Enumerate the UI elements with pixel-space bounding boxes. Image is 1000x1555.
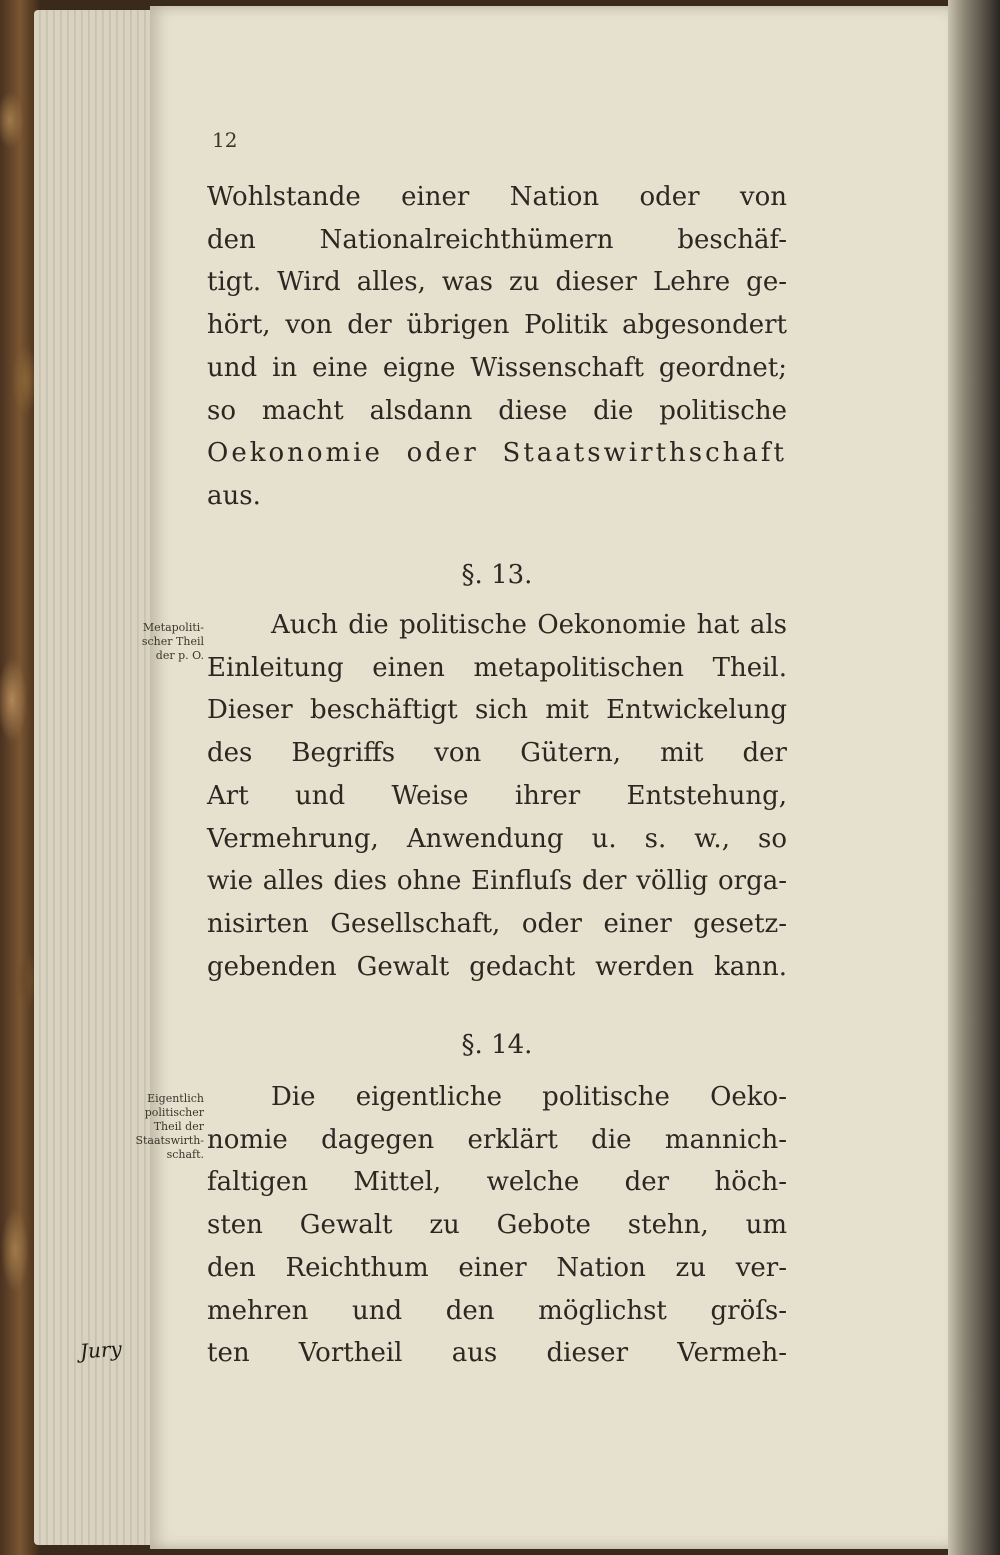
margin-note-line: politischer: [144, 1106, 204, 1119]
text-line: sten Gewalt zu Gebote stehn, um: [207, 1210, 787, 1241]
text-line: Oekonomie oder Staatswirthschaft: [207, 438, 787, 469]
paragraph-1: [207, 176, 787, 518]
gutter-shadow: [948, 0, 1000, 1555]
margin-note-line: Eigentlich: [147, 1092, 204, 1105]
text-line: Auch die politische Oekonomie hat als: [271, 610, 787, 640]
text-line: wie alles dies ohne Einfluſs der völlig orga-: [207, 866, 787, 897]
text-line: hört, von der übrigen Politik abgesondert: [207, 310, 787, 341]
margin-note-line: schaft.: [166, 1148, 204, 1161]
margin-note-14: [104, 1092, 204, 1162]
page-number: 12: [212, 128, 238, 152]
text-line: faltigen Mittel, welche der höch-: [207, 1167, 787, 1198]
text-line: Die eigentliche politische Oeko-: [271, 1082, 787, 1112]
margin-note-line: scher Theil: [141, 635, 204, 648]
text-line: den Nationalreichthümern beschäf-: [207, 224, 787, 255]
margin-note-line: der p. O.: [155, 649, 204, 662]
text-line: Dieser beschäftigt sich mit Entwickelung: [207, 695, 787, 726]
page-stack: [34, 10, 164, 1545]
text-line: Einleitung einen metapolitischen Theil.: [207, 652, 787, 683]
text-line: aus.: [207, 480, 261, 511]
margin-note-line: Staatswirth-: [135, 1134, 204, 1147]
text-line: ten Vortheil aus dieser Vermeh-: [207, 1338, 787, 1369]
section-13-body: [207, 604, 787, 988]
text-line: des Begriffs von Gütern, mit der: [207, 738, 787, 769]
text-line: Vermehrung, Anwendung u. s. w., so: [207, 823, 787, 854]
section-14-heading: §. 14.: [461, 1030, 533, 1060]
text-line: nisirten Gesellschaft, oder einer gesetz-: [207, 908, 787, 939]
text-line: Wohlstande einer Nation oder von: [207, 182, 787, 212]
text-line: nomie dagegen erklärt die mannich-: [207, 1124, 787, 1155]
margin-note-line: Theil der: [153, 1120, 204, 1133]
margin-note-13: [104, 621, 204, 663]
section-14-body: [207, 1076, 787, 1375]
handwritten-note: Jury: [79, 1336, 123, 1364]
text-line: gebenden Gewalt gedacht werden kann.: [207, 951, 787, 982]
text-line: den Reichthum einer Nation zu ver-: [207, 1252, 787, 1283]
text-line: so macht alsdann diese die politische: [207, 395, 787, 426]
margin-note-line: Metapoliti-: [142, 621, 204, 634]
text-line: mehren und den möglichst gröſs-: [207, 1295, 787, 1326]
text-line: Art und Weise ihrer Entstehung,: [207, 780, 787, 811]
section-13-heading: §. 13.: [461, 560, 533, 590]
text-line: tigt. Wird alles, was zu dieser Lehre ge-: [207, 267, 787, 298]
text-line: und in eine eigne Wissenschaft geordnet;: [207, 352, 787, 383]
